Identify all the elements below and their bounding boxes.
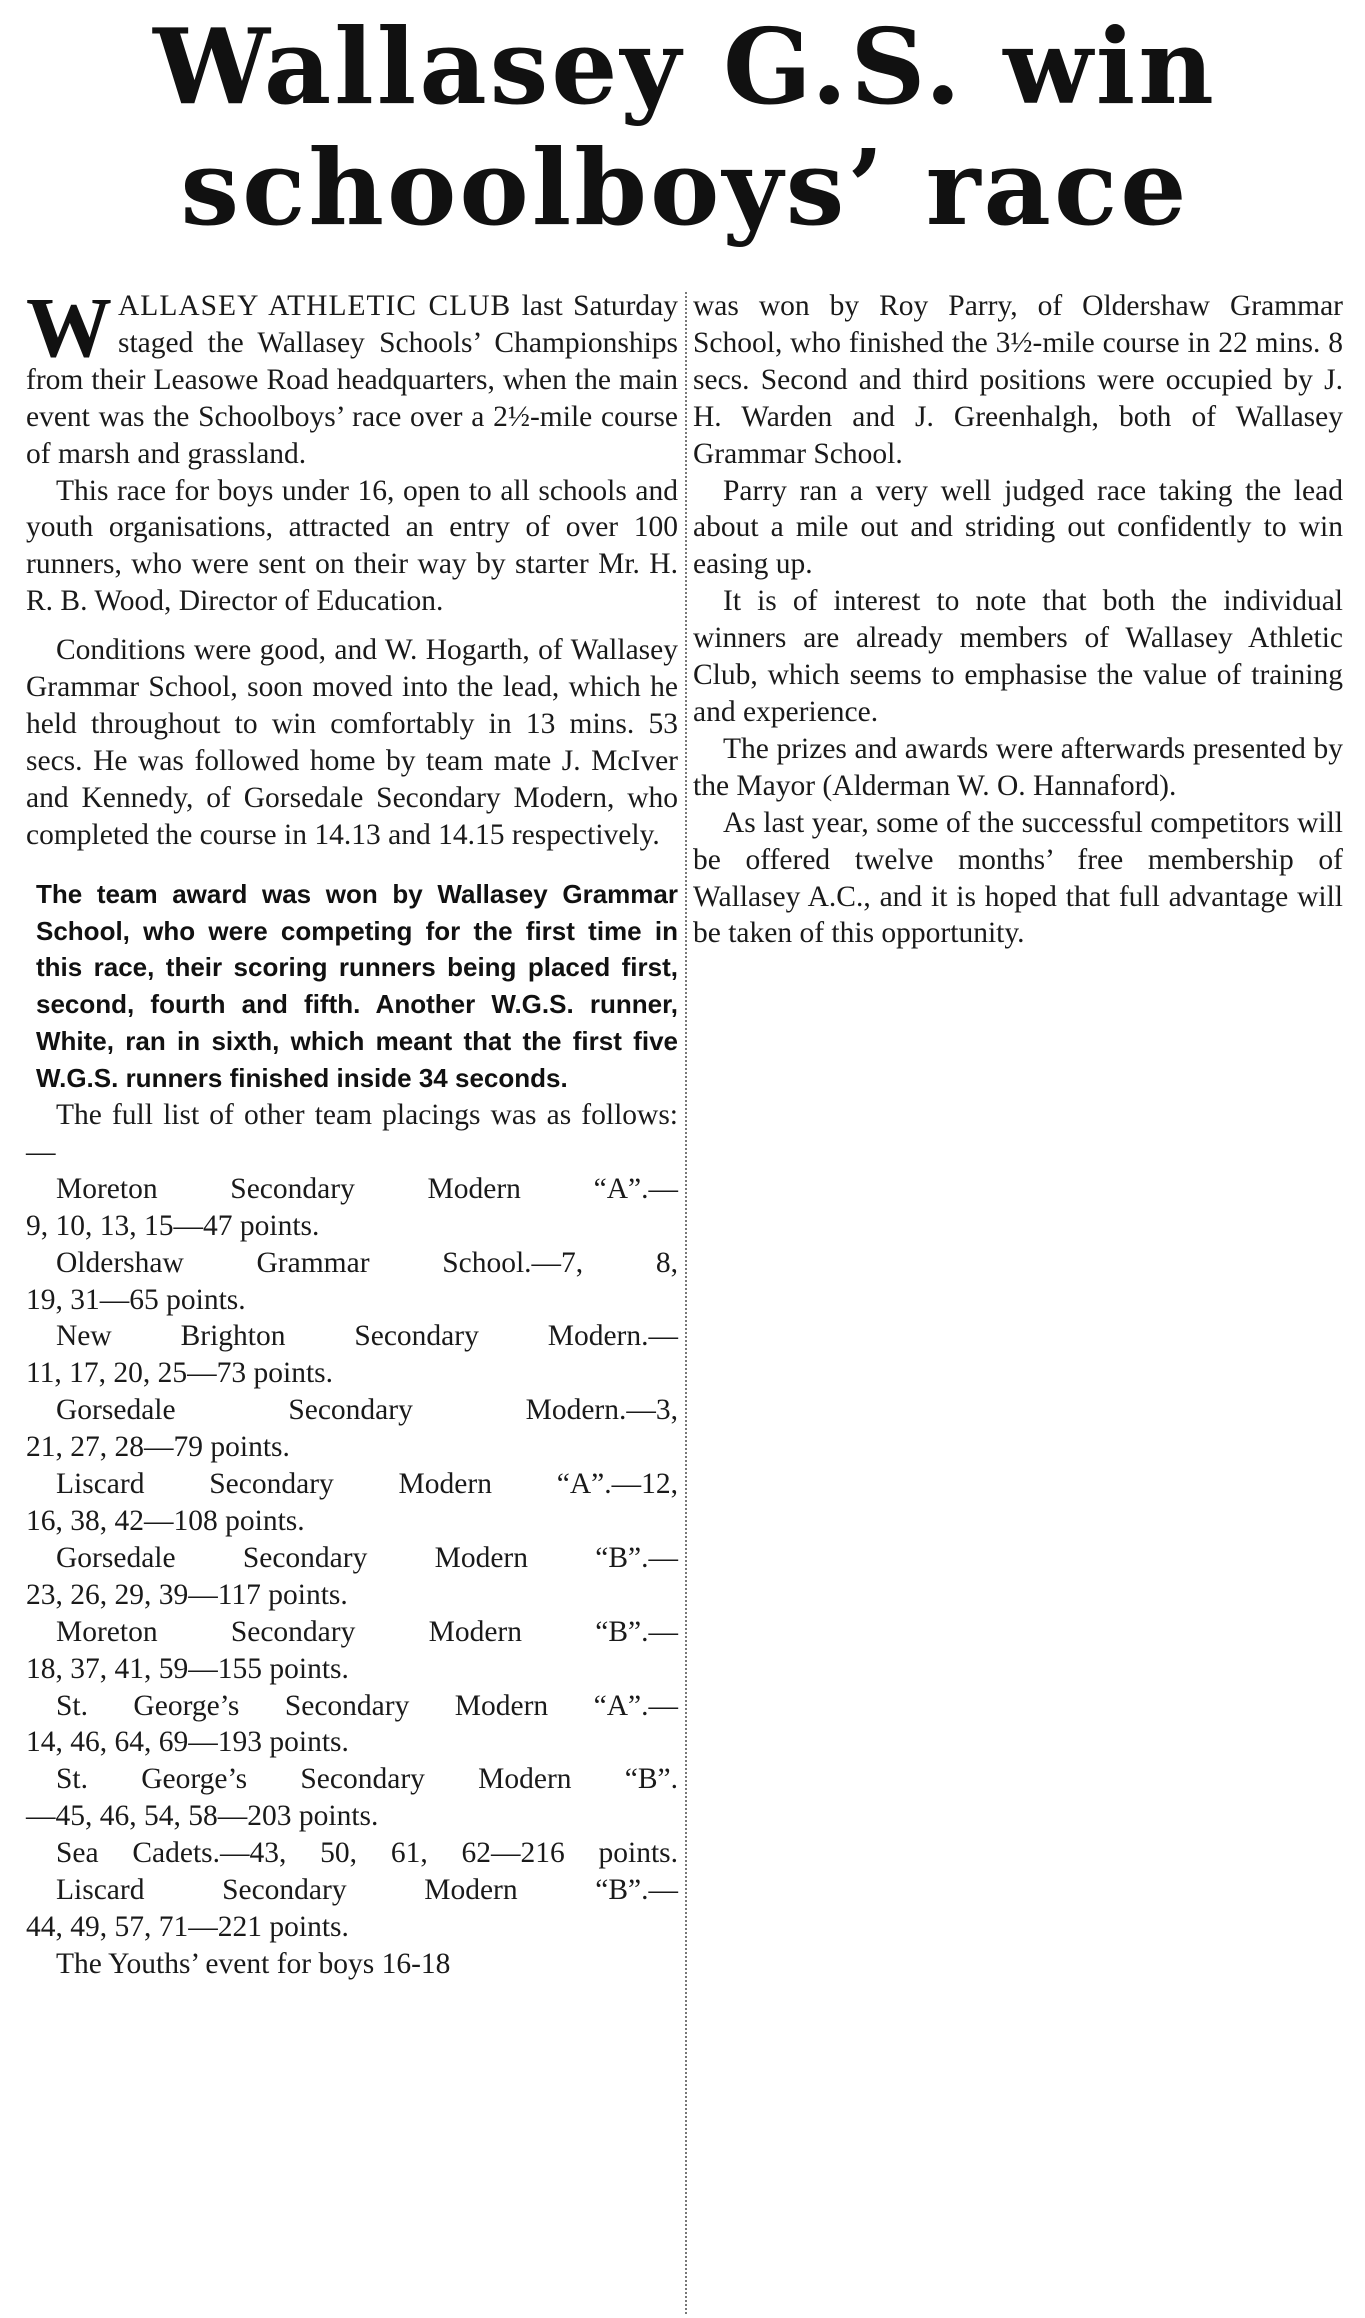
paragraph-race-result: Conditions were good, and W. Hogarth, of Wallasey Grammar School, soon moved into the lead, which he held throughout to win comfortably in 13 mins. 53 secs. He was followed home by team mate J. McIver and Kennedy, of Gorsedale Secondary Modern, who completed the course in 14.13 and 14.15 respectively. [26,634,678,851]
team-placing-points: 18, 37, 41, 59—155 points. [26,1652,349,1685]
team-placing-name: Gorsedale Secondary Modern.—3, [56,1394,678,1427]
team-placing-item [26,1171,678,1245]
team-placing-points: —45, 46, 54, 58—203 points. [26,1800,379,1833]
team-placings-list [26,1171,678,1946]
paragraph-youths-start: The Youths’ event for boys 16-18 [56,1947,451,1980]
team-placing-name: Liscard Secondary Modern “A”.—12, [56,1468,678,1501]
team-placing-name: Oldershaw Grammar School.—7, 8, [56,1246,678,1279]
team-placing-item [26,1614,678,1688]
paragraph-prizes: The prizes and awards were afterwards presented by the Mayor (Alderman W. O. Hannaford). [693,732,1343,802]
team-placing-item [26,1540,678,1614]
headline-line-1: Wallasey G.S. win [153,5,1217,128]
team-placing-points: 23, 26, 29, 39—117 points. [26,1578,348,1611]
team-placing-name: Gorsedale Secondary Modern “B”.— [56,1541,678,1574]
drop-cap: W [26,279,112,375]
paragraph-entry: This race for boys under 16, open to all schools and youth organisations, attracted an entry of over 100 runners, who were sent on their way by starter Mr. H. R. B. Wood, Director of Education. [26,474,678,618]
team-placing-item [26,1835,678,1872]
paragraph-parry: Parry ran a very well judged race taking the lead about a mile out and striding out confidently to win easing up. [693,474,1343,581]
paragraph-placings-intro: The full list of other team placings was as follows:— [26,1099,678,1168]
team-placing-points: 16, 38, 42—108 points. [26,1505,305,1537]
paragraph-team-award: The team award was won by Wallasey Grammar School, who were competing for the first time in this race, their scoring runners being placed first, second, fourth and fifth. Another W.G.S. runner, White, ran in sixth, which meant that the first five W.G.S. runners finished inside 34 seconds. [36,878,678,1094]
paragraph-youths-result: was won by Roy Parry, of Oldershaw Grammar School, who finished the 3½-mile course in 22 mins. 8 secs. Second and third positions were occupied by J. H. Warden and J. Greenhalgh, both of Wallasey Grammar School. [693,290,1343,470]
team-placing-name: Moreton Secondary Modern “A”.— [56,1172,678,1205]
paragraph-membership: As last year, some of the successful competitors will be offered twelve months’ free membership of Wallasey A.C., and it is hoped that full advantage will be taken of this opportunity. [693,806,1343,950]
headline [60,6,1310,248]
team-placing-item [26,1761,678,1835]
team-placing-points: 21, 27, 28—79 points. [26,1431,290,1464]
team-placing-name: Liscard Secondary Modern “B”.— [56,1874,678,1907]
team-placing-points: 14, 46, 64, 69—193 points. [26,1726,349,1759]
team-placing-points: 19, 31—65 points. [26,1283,246,1316]
team-placing-item [26,1466,678,1540]
team-placing-name: St. George’s Secondary Modern “A”.— [56,1689,678,1722]
team-placing-name: New Brighton Secondary Modern.— [56,1320,678,1353]
team-placing-item [26,1872,678,1946]
team-placing-item [26,1245,678,1319]
team-placing-points: 11, 17, 20, 25—73 points. [26,1357,334,1390]
paragraph-club-members: It is of interest to note that both the individual winners are already members of Wallasey Athletic Club, which seems to emphasise the value of training and experience. [693,585,1343,728]
team-placing-name: Sea Cadets.—43, 50, 61, 62—216 points. [56,1837,678,1870]
team-placing-item [26,1688,678,1762]
team-placing-name: Moreton Secondary Modern “B”.— [56,1615,678,1648]
headline-line-2: schoolboys’ race [180,126,1190,249]
team-placing-name: St. George’s Secondary Modern “B”. [56,1763,678,1796]
team-placing-item [26,1318,678,1392]
team-placing-item [26,1392,678,1466]
team-placing-points: 44, 49, 57, 71—221 points. [26,1910,349,1943]
lead-text: last Saturday staged the Wallasey Schools’ Championships from their Leasowe Road headquarters, when the main event was the Schoolboys’ race over a 2½-mile course of marsh and grassland. [26,290,678,470]
column-left [26,279,678,1983]
column-right [693,288,1343,952]
lead-paragraph [26,279,678,473]
lead-caps: ALLASEY ATHLETIC CLUB [118,290,512,322]
team-placing-points: 9, 10, 13, 15—47 points. [26,1209,320,1242]
column-divider [685,292,687,2314]
